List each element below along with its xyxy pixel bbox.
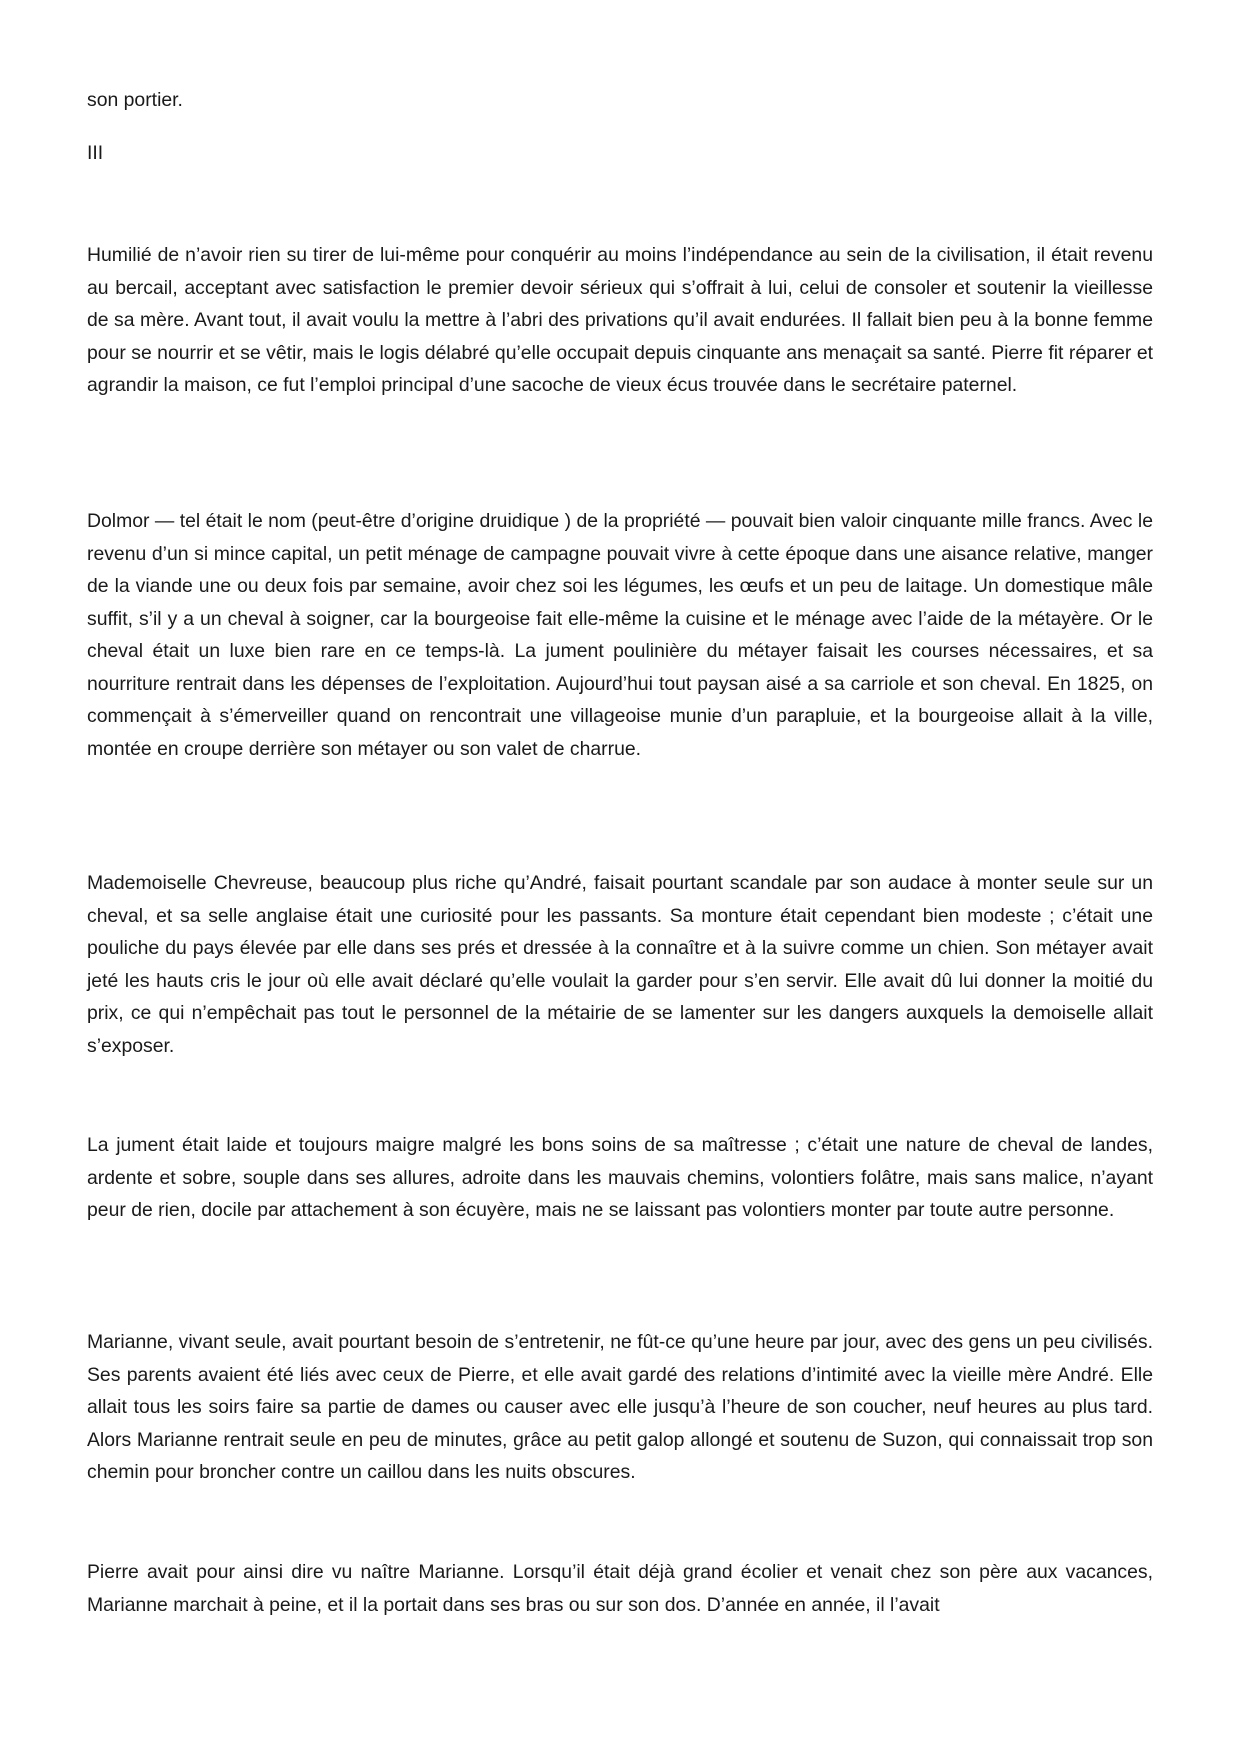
paragraph: La jument était laide et toujours maigre malgré les bons soins de sa maîtresse ; c’était une nature de cheval de landes, ardente et sobre, souple dans ses allures, adroite dans les mauvais chemins, volontiers folâtre, mais sans malice, n’ayant peur de rien, docile par attachement à son écuyère, mais ne se laissant pas volontiers monter par toute autre personne. [87,1134,1153,1221]
document-page [87,0,1153,1755]
paragraph: Pierre avait pour ainsi dire vu naître Marianne. Lorsqu’il était déjà grand écolier et venait chez son père aux vacances, Marianne marchait à peine, et il la portait dans ses bras ou sur son dos. D’année en année, il l’avait [87,1561,1153,1616]
paragraph: Mademoiselle Chevreuse, beaucoup plus riche qu’André, faisait pourtant scandale par son audace à monter seule sur un cheval, et sa selle anglaise était une curiosité pour les passants. Sa monture était cependant bien modeste ; c’était une pouliche du pays élevée par elle dans ses prés et dressée à la connaître et à la suivre comme un chien. Son métayer avait jeté les hauts cris le jour où elle avait déclaré qu’elle voulait la garder pour s’en servir. Elle avait dû lui donner la moitié du prix, ce qui n’empêchait pas tout le personnel de la métairie de se lamenter sur les dangers auxquels la demoiselle allait s’exposer. [87,872,1153,1057]
continued-line: son portier. [87,89,183,111]
chapter-number: III [87,142,104,164]
paragraph: Dolmor — tel était le nom (peut-être d’origine druidique ) de la propriété — pouvait bien valoir cinquante mille francs. Avec le revenu d’un si mince capital, un petit ménage de campagne pouvait vivre à cette époque dans une aisance relative, manger de la viande une ou deux fois par semaine, avoir chez soi les légumes, les œufs et un peu de laitage. Un domestique mâle suffit, s’il y a un cheval à soigner, car la bourgeoise fait elle-même la cuisine et le ménage avec l’aide de la métayère. Or le cheval était un luxe bien rare en ce temps-là. La jument poulinière du métayer faisait les courses nécessaires, et sa nourriture rentrait dans les dépenses de l’exploitation. Aujourd’hui tout paysan aisé a sa carriole et son cheval. En 1825, on commençait à s’émerveiller quand on rencontrait une villageoise munie d’un parapluie, et la bourgeoise allait à la ville, montée en croupe derrière son métayer ou son valet de charrue. [87,510,1153,760]
paragraph: Marianne, vivant seule, avait pourtant besoin de s’entretenir, ne fût-ce qu’une heure par jour, avec des gens un peu civilisés. Ses parents avaient été liés avec ceux de Pierre, et elle avait gardé des relations d’intimité avec la vieille mère André. Elle allait tous les soirs faire sa partie de dames ou causer avec elle jusqu’à l’heure de son coucher, neuf heures au plus tard. Alors Marianne rentrait seule en peu de minutes, grâce au petit galop allongé et soutenu de Suzon, qui connaissait trop son chemin pour broncher contre un caillou dans les nuits obscures. [87,1331,1153,1483]
paragraph: Humilié de n’avoir rien su tirer de lui-même pour conquérir au moins l’indépendance au sein de la civilisation, il était revenu au bercail, acceptant avec satisfaction le premier devoir sérieux qui s’offrait à lui, celui de consoler et soutenir la vieillesse de sa mère. Avant tout, il avait voulu la mettre à l’abri des privations qu’il avait endurées. Il fallait bien peu à la bonne femme pour se nourrir et se vêtir, mais le logis délabré qu’elle occupait depuis cinquante ans menaçait sa santé. Pierre fit réparer et agrandir la maison, ce fut l’emploi principal d’une sacoche de vieux écus trouvée dans le secrétaire paternel. [87,244,1153,396]
